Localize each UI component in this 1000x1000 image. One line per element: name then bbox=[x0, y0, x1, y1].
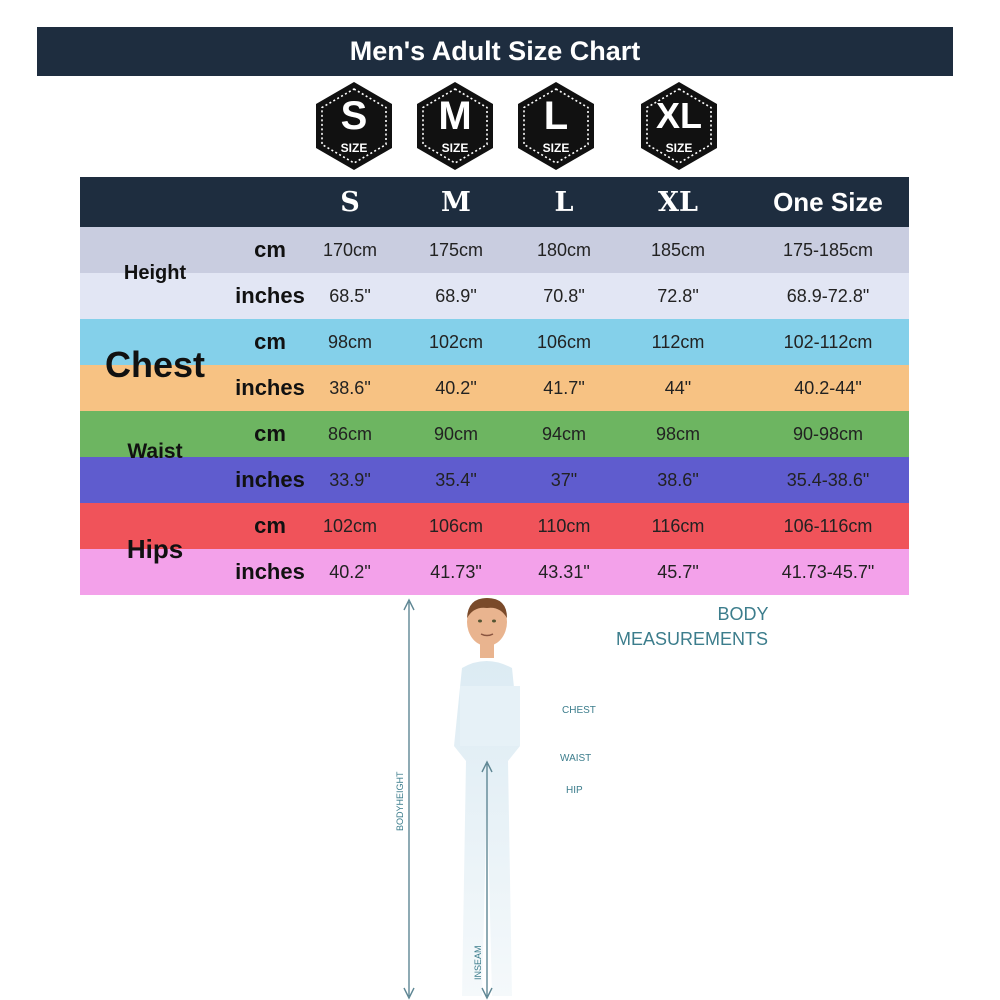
size-table bbox=[80, 177, 909, 595]
waist-label: WAIST bbox=[560, 753, 592, 764]
table-header bbox=[80, 177, 909, 227]
col-header-l: L bbox=[554, 186, 574, 218]
col-header-m: M bbox=[441, 186, 471, 218]
unit-label: cm bbox=[254, 421, 286, 446]
unit-label: inches bbox=[235, 559, 305, 584]
size-badge-m bbox=[409, 80, 501, 172]
group-label-height: Height bbox=[123, 261, 187, 284]
table-cell: 35.4-38.6" bbox=[786, 469, 870, 490]
unit-label: inches bbox=[235, 283, 305, 308]
table-cell: 180cm bbox=[536, 239, 592, 260]
table-cell: 38.6" bbox=[657, 469, 699, 490]
inseam-label: INSEAM bbox=[473, 945, 483, 980]
size-badge-s bbox=[308, 80, 400, 172]
group-label-hips: Hips bbox=[126, 533, 184, 564]
col-header-one-size: One Size bbox=[773, 186, 883, 217]
table-cell: 102cm bbox=[322, 515, 378, 536]
unit-label: cm bbox=[254, 513, 286, 538]
table-cell: 37" bbox=[550, 469, 578, 490]
chart-title: Men's Adult Size Chart bbox=[349, 36, 641, 66]
table-cell: 175-185cm bbox=[782, 239, 874, 260]
table-cell: 90-98cm bbox=[792, 423, 864, 444]
badge-sub: SIZE bbox=[340, 141, 368, 155]
body-measurements-diagram bbox=[380, 596, 800, 1000]
table-cell: 40.2" bbox=[435, 377, 477, 398]
chest-label: CHEST bbox=[562, 705, 596, 716]
table-cell: 68.5" bbox=[329, 285, 371, 306]
unit-label: cm bbox=[254, 237, 286, 262]
table-cell: 170cm bbox=[322, 239, 378, 260]
table-cell: 106cm bbox=[428, 515, 484, 536]
bodyheight-arrow-icon bbox=[404, 600, 414, 998]
table-cell: 35.4" bbox=[435, 469, 477, 490]
table-cell: 94cm bbox=[541, 423, 586, 444]
table-cell: 43.31" bbox=[538, 561, 590, 582]
head-icon bbox=[467, 598, 507, 658]
table-cell: 68.9" bbox=[435, 285, 477, 306]
badge-letter: S bbox=[340, 94, 368, 138]
diagram-title-line1: BODY bbox=[717, 604, 769, 624]
table-cell: 90cm bbox=[433, 423, 478, 444]
table-cell: 45.7" bbox=[657, 561, 699, 582]
group-label-waist: Waist bbox=[127, 440, 183, 463]
table-cell: 72.8" bbox=[657, 285, 699, 306]
table-cell: 102-112cm bbox=[783, 331, 873, 352]
group-label-chest: Chest bbox=[104, 344, 206, 385]
bodyheight-label: BODYHEIGHT bbox=[395, 771, 405, 831]
table-cell: 38.6" bbox=[329, 377, 371, 398]
table-cell: 185cm bbox=[650, 239, 706, 260]
table-cell: 41.73-45.7" bbox=[781, 561, 875, 582]
col-header-s: S bbox=[340, 186, 360, 218]
table-cell: 106-116cm bbox=[783, 515, 873, 536]
col-header-xl: XL bbox=[658, 186, 698, 218]
badge-letter: L bbox=[543, 94, 569, 138]
unit-label: inches bbox=[235, 375, 305, 400]
diagram-title-line2: MEASUREMENTS bbox=[615, 629, 769, 649]
unit-label: cm bbox=[254, 329, 286, 354]
table-cell: 102cm bbox=[428, 331, 484, 352]
table-cell: 33.9" bbox=[329, 469, 371, 490]
table-cell: 44" bbox=[664, 377, 692, 398]
hip-label: HIP bbox=[566, 785, 583, 796]
table-cell: 98cm bbox=[655, 423, 700, 444]
badge-sub: SIZE bbox=[441, 141, 469, 155]
table-cell: 86cm bbox=[327, 423, 372, 444]
badge-sub: SIZE bbox=[665, 141, 693, 155]
shirt-shape bbox=[460, 686, 520, 746]
size-badge-l bbox=[510, 80, 602, 172]
table-cell: 106cm bbox=[536, 331, 592, 352]
table-cell: 98cm bbox=[327, 331, 372, 352]
table-cell: 116cm bbox=[651, 515, 705, 536]
table-cell: 40.2-44" bbox=[794, 377, 862, 398]
badge-sub: SIZE bbox=[542, 141, 570, 155]
table-cell: 41.7" bbox=[543, 377, 585, 398]
badge-letter: XL bbox=[655, 95, 702, 136]
table-cell: 41.73" bbox=[430, 561, 482, 582]
table-cell: 112cm bbox=[651, 331, 705, 352]
chart-title-banner bbox=[37, 27, 953, 76]
badge-letter: M bbox=[438, 94, 472, 138]
table-cell: 110cm bbox=[537, 515, 591, 536]
table-cell: 40.2" bbox=[329, 561, 371, 582]
table-cell: 175cm bbox=[428, 239, 484, 260]
size-badge-xl bbox=[633, 80, 725, 172]
unit-label: inches bbox=[235, 467, 305, 492]
table-cell: 70.8" bbox=[543, 285, 585, 306]
table-cell: 68.9-72.8" bbox=[786, 285, 870, 306]
